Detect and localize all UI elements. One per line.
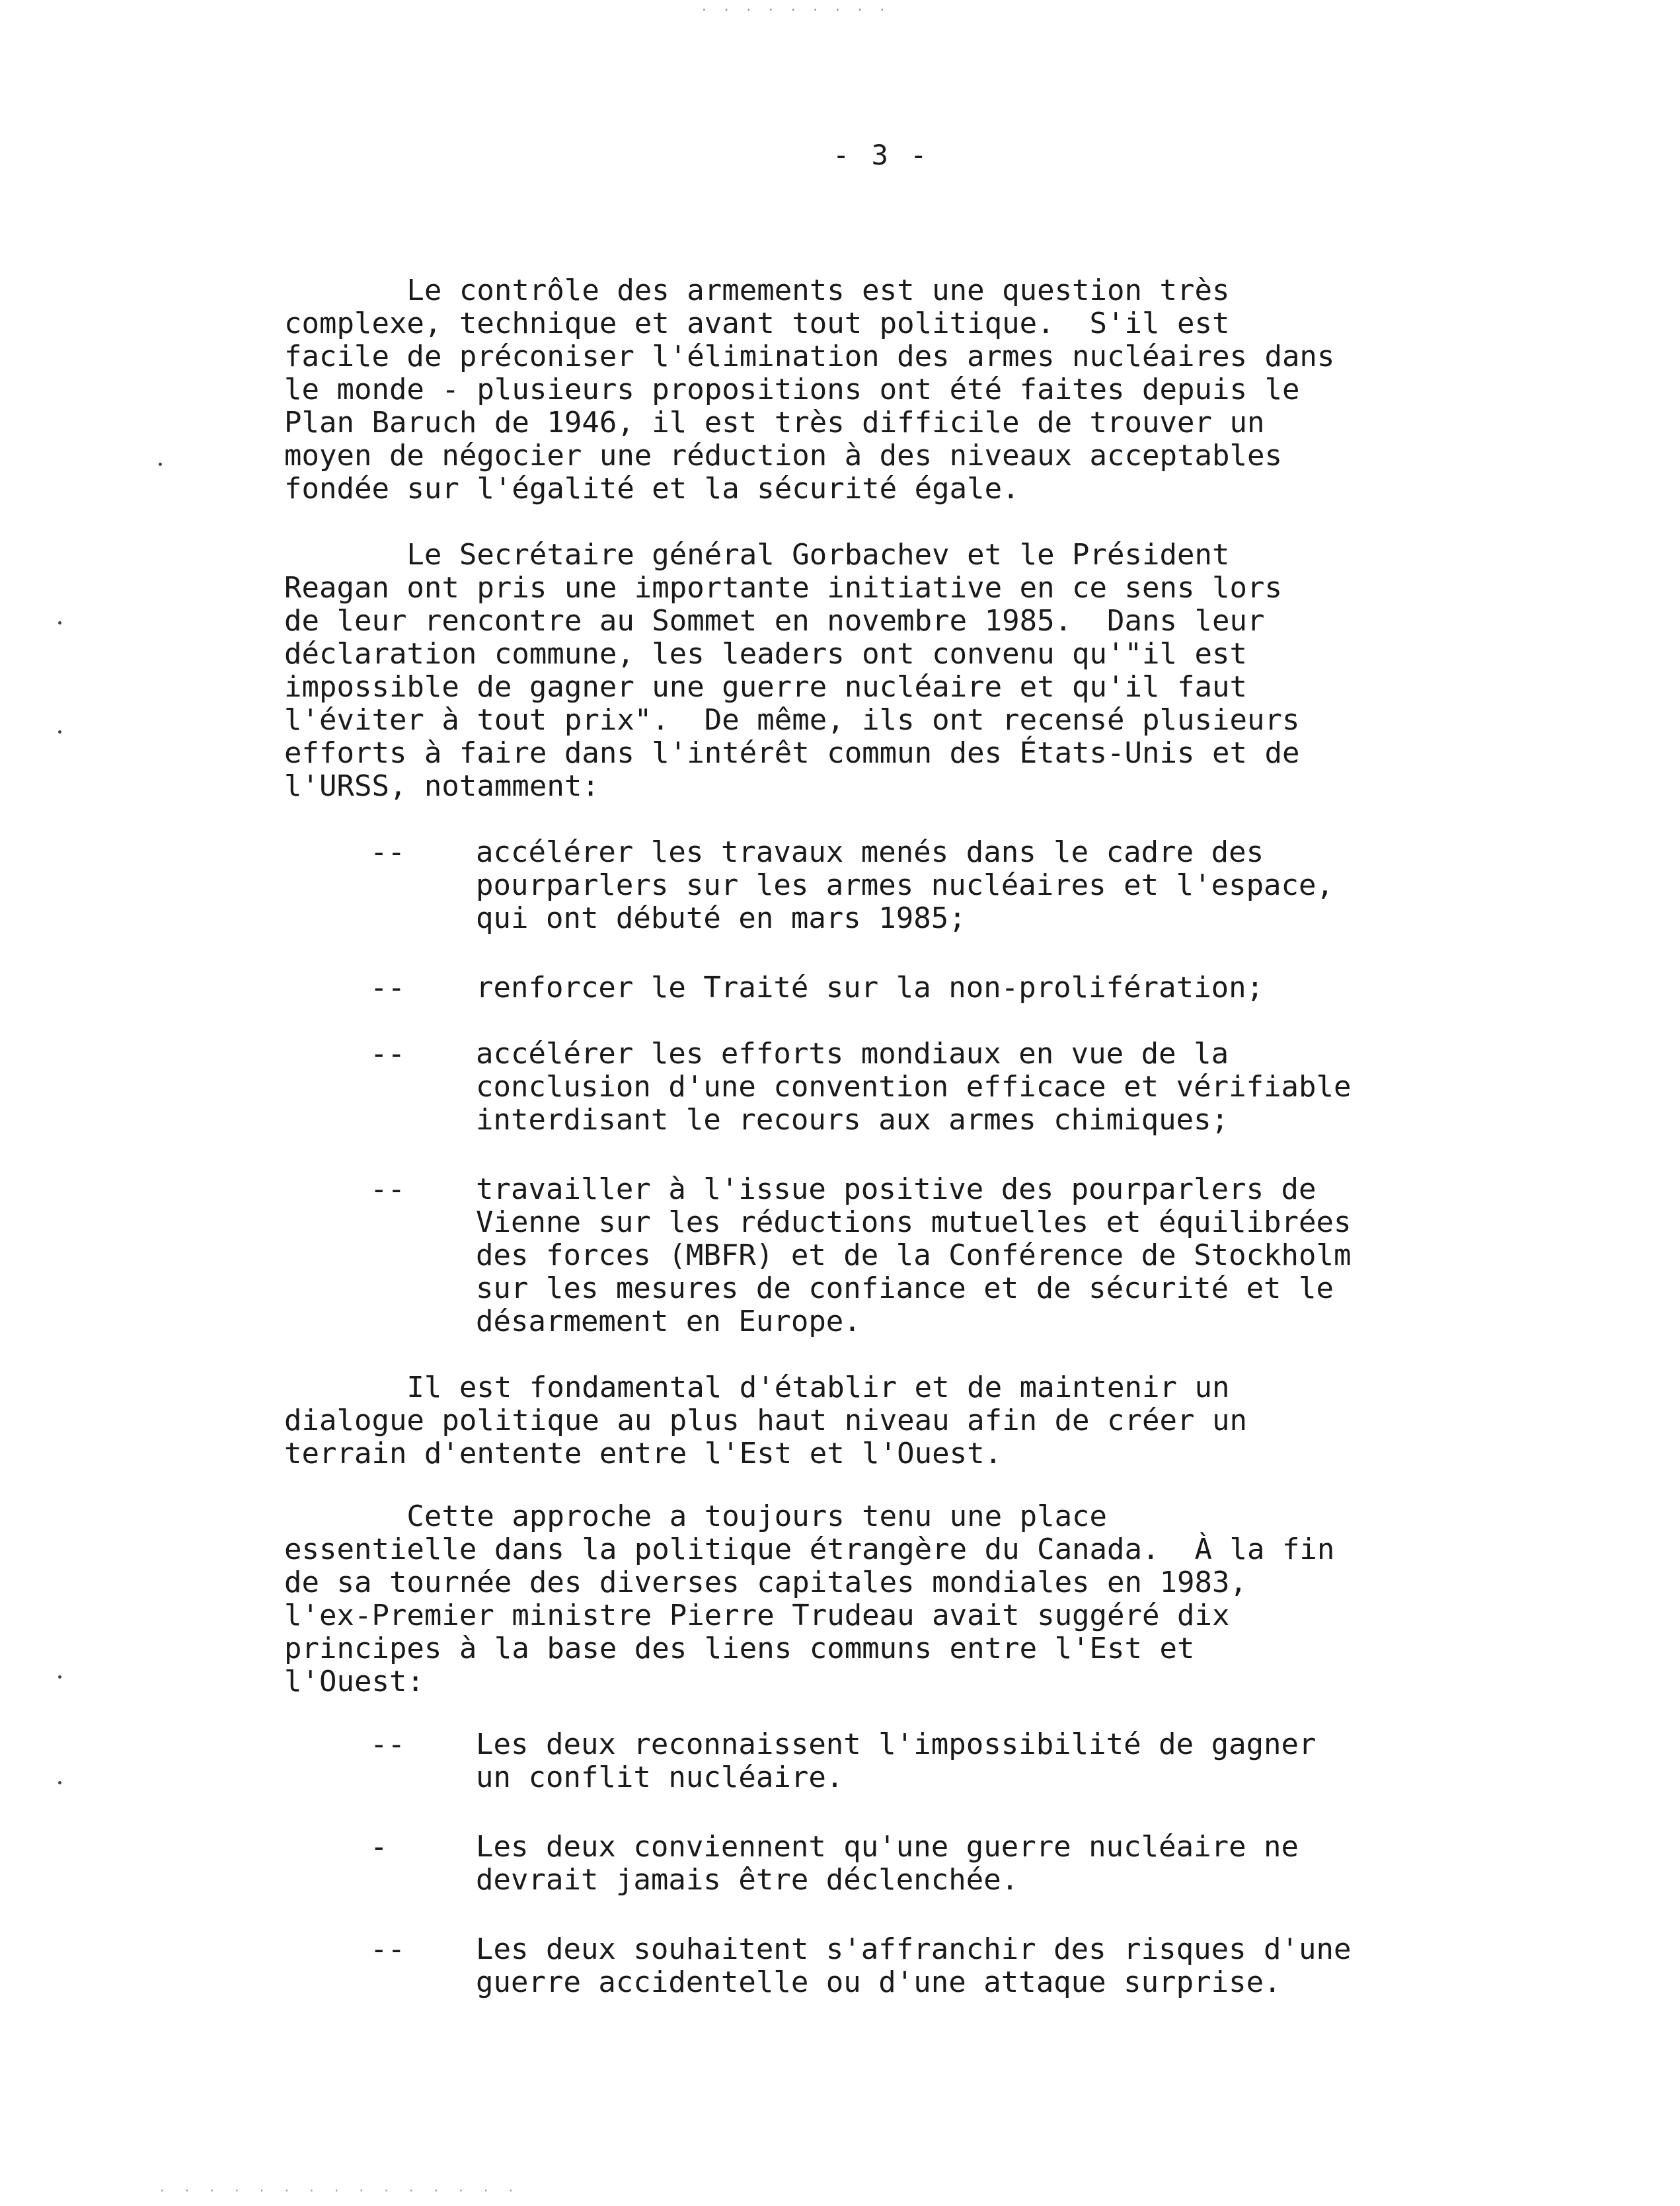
text-line: conclusion d'une convention efficace et vérifiable — [476, 1070, 1352, 1104]
text-line: l'Ouest: — [284, 1665, 424, 1698]
text-line: accélérer les travaux menés dans le cadre des — [476, 835, 1264, 869]
text-line: Reagan ont pris une importante initiative en ce sens lors — [284, 571, 1282, 605]
text-line: déclaration commune, les leaders ont convenu qu'"il est — [284, 637, 1247, 671]
text-line: Les deux souhaitent s'affranchir des risques d'une — [476, 1932, 1352, 1966]
list-dash: -- — [370, 835, 405, 869]
paragraph-dialogue — [284, 1371, 1461, 1470]
list-dash: -- — [370, 1037, 405, 1071]
scan-speck — [159, 463, 162, 466]
paragraph-canada — [284, 1500, 1461, 1698]
paragraph-arms-control — [284, 274, 1461, 506]
text-line: Les deux conviennent qu'une guerre nucléaire ne — [476, 1830, 1299, 1864]
scan-speck — [58, 1781, 61, 1784]
text-line: Il est fondamental d'établir et de maintenir un — [284, 1371, 1230, 1404]
text-line: Les deux reconnaissent l'impossibilité de gagner — [476, 1728, 1317, 1761]
text-line: de sa tournée des diverses capitales mondiales en 1983, — [284, 1566, 1247, 1599]
list-item-text — [476, 1933, 1352, 1999]
text-line: sur les mesures de confiance et de sécurité et le — [476, 1272, 1334, 1305]
text-line: de leur rencontre au Sommet en novembre 1985. Dans leur — [284, 604, 1265, 638]
text-line: Plan Baruch de 1946, il est très difficile de trouver un — [284, 406, 1265, 439]
scan-artifact-bottom: . . . . . . . . . . . . . . . — [159, 2181, 520, 2195]
list-dash: - — [370, 1830, 388, 1864]
text-line: un conflit nucléaire. — [476, 1761, 844, 1794]
text-line: des forces (MBFR) et de la Conférence de Stockholm — [476, 1238, 1352, 1272]
text-line: essentielle dans la politique étrangère du Canada. À la fin — [284, 1533, 1335, 1566]
text-line: le monde - plusieurs propositions ont été faites depuis le — [284, 373, 1300, 406]
scan-artifact-top: . . . . . . . . . — [701, 0, 890, 14]
text-line: Vienne sur les réductions mutuelles et équilibrées — [476, 1205, 1352, 1239]
text-line: principes à la base des liens communs entre l'Est et — [284, 1632, 1195, 1665]
scan-speck — [58, 730, 61, 734]
text-line: terrain d'entente entre l'Est et l'Ouest. — [284, 1437, 1003, 1470]
text-line: dialogue politique au plus haut niveau afin de créer un — [284, 1404, 1247, 1437]
page-number: - 3 - — [833, 139, 930, 171]
list-item-text — [476, 1831, 1299, 1897]
text-line: qui ont débuté en mars 1985; — [476, 901, 966, 935]
list-item-text — [476, 1038, 1352, 1137]
list-item-text — [476, 1173, 1352, 1338]
text-line: Le contrôle des armements est une question très — [284, 274, 1230, 307]
list-dash: -- — [370, 1932, 405, 1966]
text-line: fondée sur l'égalité et la sécurité égale. — [284, 472, 1020, 506]
list-item-text — [476, 1728, 1317, 1794]
text-line: pourparlers sur les armes nucléaires et l'espace, — [476, 868, 1334, 902]
text-line: l'éviter à tout prix". De même, ils ont recensé plusieurs — [284, 703, 1300, 737]
text-line: l'URSS, notamment: — [284, 769, 599, 803]
text-line: accélérer les efforts mondiaux en vue de la — [476, 1037, 1229, 1071]
text-line: moyen de négocier une réduction à des niveaux acceptables — [284, 439, 1282, 473]
text-line: complexe, technique et avant tout politique. S'il est — [284, 307, 1230, 340]
list-item-text — [476, 971, 1264, 1005]
text-line: facile de préconiser l'élimination des armes nucléaires dans — [284, 340, 1335, 373]
scan-speck — [58, 1675, 61, 1679]
text-line: travailler à l'issue positive des pourparlers de — [476, 1172, 1317, 1206]
text-line: renforcer le Traité sur la non-prolifération; — [476, 971, 1264, 1005]
list-dash: -- — [370, 971, 405, 1005]
text-line: guerre accidentelle ou d'une attaque surprise. — [476, 1965, 1281, 1999]
text-line: désarmement en Europe. — [476, 1305, 861, 1338]
text-line: Cette approche a toujours tenu une place — [284, 1500, 1108, 1533]
text-line: l'ex-Premier ministre Pierre Trudeau avait suggéré dix — [284, 1599, 1230, 1632]
text-line: interdisant le recours aux armes chimiques; — [476, 1103, 1229, 1137]
text-line: Le Secrétaire général Gorbachev et le Président — [284, 538, 1230, 572]
text-line: efforts à faire dans l'intérêt commun des États-Unis et de — [284, 736, 1300, 770]
list-item-text — [476, 836, 1334, 935]
paragraph-summit — [284, 539, 1461, 803]
scan-speck — [58, 621, 61, 625]
list-dash: -- — [370, 1172, 405, 1206]
text-line: devrait jamais être déclenchée. — [476, 1863, 1019, 1897]
text-line: impossible de gagner une guerre nucléaire et qu'il faut — [284, 670, 1247, 704]
list-dash: -- — [370, 1728, 405, 1761]
